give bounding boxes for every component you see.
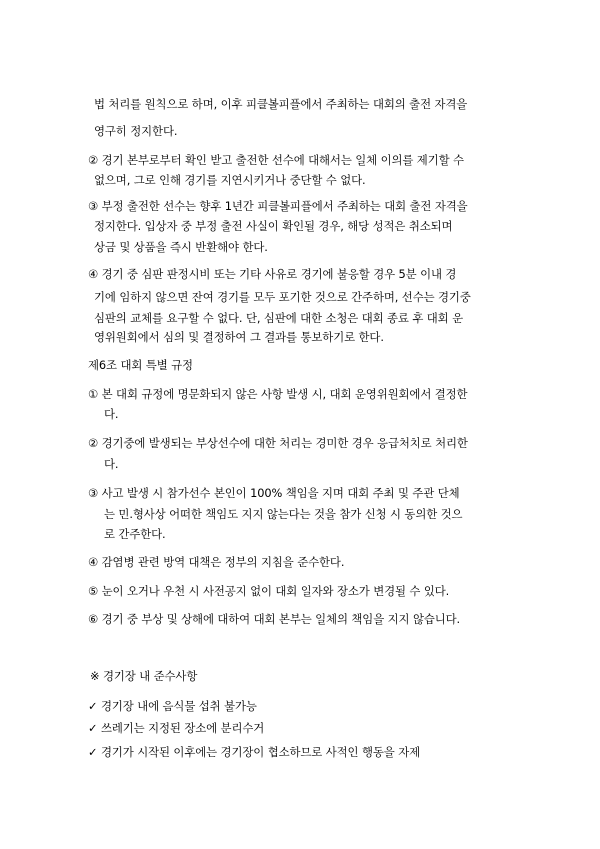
- rule-5-item-2-continued: 없으며, 그로 인해 경기를 지연시키거나 중단할 수 없다.: [94, 173, 366, 187]
- rule-5-item-4-continued: 영위원회에서 심의 및 결정하여 그 결과를 통보하기로 한다.: [94, 330, 384, 344]
- rule-6-item-4: ④ 감염병 관련 방역 대책은 정부의 지침을 준수한다.: [88, 555, 345, 569]
- rule-5-item-3-continued: 상금 및 상품을 즉시 반환해야 한다.: [94, 240, 268, 254]
- venue-rule-item: ✓ 경기가 시작된 이후에는 경기장이 협소하므로 사적인 행동을 자제: [88, 745, 421, 759]
- rule-5-item-3: ③ 부정 출전한 선수는 향후 1년간 피클볼피플에서 주최하는 대회 출전 자격을: [88, 199, 468, 213]
- rule-6-item-3-continued: 로 간주한다.: [104, 527, 166, 541]
- rule-6-item-1-continued: 다.: [104, 407, 119, 421]
- rule-5-item-3-continued: 정지한다. 입상자 중 부정 출전 사실이 확인될 경우, 해당 성적은 취소되며: [94, 219, 453, 233]
- venue-rule-item: ✓ 경기장 내에 음식물 섭취 불가능: [88, 699, 257, 713]
- venue-rules-heading: ※ 경기장 내 준수사항: [90, 669, 198, 683]
- rule-6-item-3-continued: 는 민.형사상 어떠한 책임도 지지 않는다는 것을 참가 신청 시 동의한 것으: [104, 507, 463, 521]
- rule-6-item-1: ① 본 대회 규정에 명문화되지 않은 사항 발생 시, 대회 운영위원회에서 결정한: [88, 387, 468, 401]
- rule-6-item-3: ③ 사고 발생 시 참가선수 본인이 100% 책임을 지며 대회 주최 및 주관 단체: [88, 486, 460, 500]
- rule-5-item-2: ② 경기 본부로부터 확인 받고 출전한 선수에 대해서는 일체 이의를 제기할 수: [88, 153, 464, 167]
- rule-5-item-4-continued: 기에 임하지 않으면 잔여 경기를 모두 포기한 것으로 간주하며, 선수는 경기중: [94, 290, 471, 304]
- rule-5-3-continued-line: 영구히 정지한다.: [94, 124, 178, 138]
- rule-5-item-4: ④ 경기 중 심판 판정시비 또는 기타 사유로 경기에 불응할 경우 5분 이내 경: [88, 267, 457, 281]
- rule-5-item-4-continued: 심판의 교체를 요구할 수 없다. 단, 심판에 대한 소청은 대회 종료 후 대회 운: [94, 311, 464, 325]
- rule-6-item-5: ⑤ 눈이 오거나 우천 시 사전공지 없이 대회 일자와 장소가 변경될 수 있다.: [88, 584, 450, 598]
- venue-rule-item: ✓ 쓰레기는 지정된 장소에 분리수거: [88, 721, 265, 735]
- rule-6-item-6: ⑥ 경기 중 부상 및 상해에 대하여 대회 본부는 일체의 책임을 지지 않습니다.: [88, 612, 461, 626]
- rule-6-item-2: ② 경기중에 발생되는 부상선수에 대한 처리는 경미한 경우 응급처치로 처리한: [88, 436, 468, 450]
- rule-6-item-2-continued: 다.: [104, 457, 119, 471]
- rule-5-3-continued-line: 법 처리를 원칙으로 하며, 이후 피클볼피플에서 주최하는 대회의 출전 자격을: [94, 97, 468, 111]
- article-6-heading: 제6조 대회 특별 규정: [88, 358, 193, 372]
